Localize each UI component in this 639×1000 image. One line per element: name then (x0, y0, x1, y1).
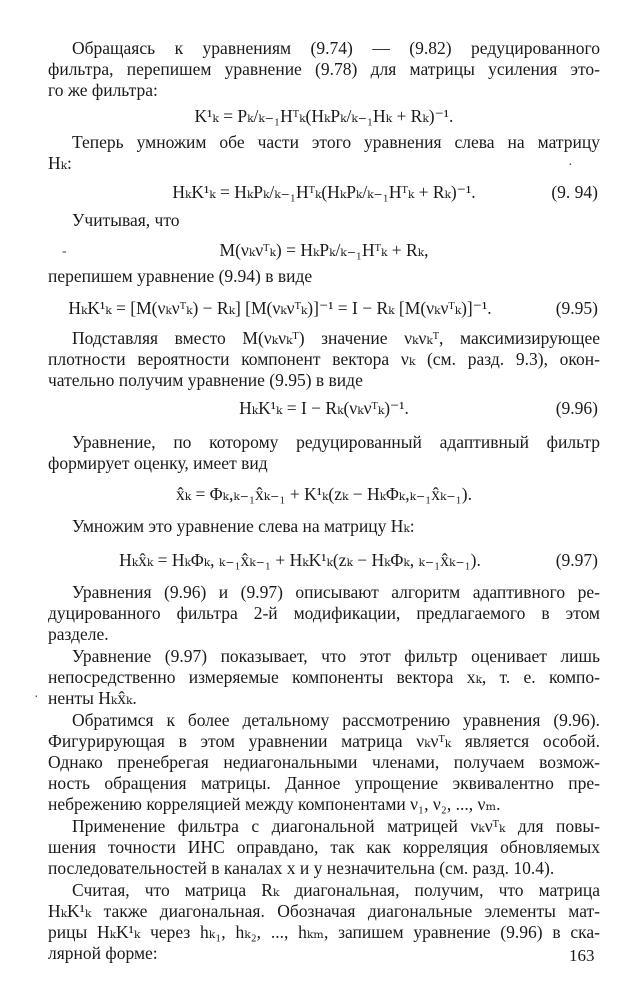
paragraph-1-line-1: Обращаясь к уравнениям (9.74) — (9.82) редуцированного (72, 38, 600, 58)
paragraph-12-line-4: лярной форме: (48, 943, 158, 963)
paragraph-9-line-3: ненты Hₖx̂ₖ. (48, 688, 137, 708)
equation-9-95: HₖK¹ₖ = [M(νₖνᵀₖ) − Rₖ] [M(νₖνᵀₖ)]⁻¹ = I − Rₖ [M(νₖνᵀₖ)]⁻¹. (68, 298, 492, 318)
equation-9-95-number: (9.95) (555, 298, 598, 318)
equation-expectation: M(νₖνᵀₖ) = HₖPₖ/ₖ₋₁Hᵀₖ + Rₖ, (219, 240, 429, 260)
paragraph-8-line-2: дуцированного фильтра 2-й модификации, предлагаемого в этом (48, 603, 600, 623)
paragraph-11-line-3: последовательностей в каналах x и y незначительна (см. разд. 10.4). (48, 858, 555, 878)
margin-mark: - (62, 244, 67, 259)
paragraph-11-line-2: шения точности ИНС оправдано, так как корреляция обновляемых (48, 837, 600, 857)
equation-estimate: x̂ₖ = Φₖ,ₖ₋₁x̂ₖ₋₁ + K¹ₖ(zₖ − HₖΦₖ,ₖ₋₁x̂ₖ₋₁). (176, 484, 472, 504)
paragraph-2-line-1: Теперь умножим обе части этого уравнения слева на матрицу (72, 132, 600, 152)
paragraph-8-line-1: Уравнения (9.96) и (9.97) описывают алгоритм адаптивного ре- (72, 582, 600, 602)
equation-gain-matrix: K¹ₖ = Pₖ/ₖ₋₁Hᵀₖ(HₖPₖ/ₖ₋₁Hₖ + Rₖ)⁻¹. (194, 106, 454, 126)
equation-9-96: HₖK¹ₖ = I − Rₖ(νₖνᵀₖ)⁻¹. (239, 398, 409, 418)
paragraph-11-line-1: Применение фильтра с диагональной матрицей νₖνᵀₖ для повы- (72, 816, 600, 836)
paragraph-10-line-4: ность обращения матрицы. Данное упрощение эквивалентно пре- (48, 773, 600, 793)
paragraph-10-line-3: Однако пренебрегая недиагональными членами, получаем возмож- (48, 752, 600, 772)
paragraph-1-line-2: фильтра, перепишем уравнение (9.78) для матрицы усиления это- (48, 59, 600, 79)
paragraph-12-line-3: рицы HₖK¹ₖ через hₖ₁, hₖ₂, ..., hₖₘ, запишем уравнение (9.96) в ска- (48, 922, 600, 942)
paragraph-9-line-2: непосредственно измеряемые компоненты вектора xₖ, т. е. компо- (48, 667, 600, 687)
equation-9-97-number: (9.97) (555, 550, 598, 570)
paragraph-7: Умножим это уравнение слева на матрицу Hₖ: (72, 516, 415, 536)
paragraph-12-line-2: HₖK¹ₖ также диагональная. Обозначая диагональные элементы мат- (48, 901, 600, 921)
equation-9-96-number: (9.96) (555, 398, 598, 418)
paragraph-9-line-1: Уравнение (9.97) показывает, что этот фильтр оценивает лишь (72, 646, 600, 666)
margin-mark: · (568, 158, 573, 173)
paragraph-10-line-1: Обратимся к более детальному рассмотрению уравнения (9.96). (72, 710, 600, 730)
equation-9-94-number: (9. 94) (551, 182, 598, 202)
paragraph-5-line-2: плотности вероятности компонент вектора νₖ (см. разд. 9.3), окон- (48, 349, 600, 369)
page-number: 163 (569, 946, 595, 965)
paragraph-10-line-5: небрежению корреляцией между компонентами ν₁, ν₂, ..., νₘ. (48, 794, 501, 814)
paragraph-6-line-1: Уравнение, по которому редуцированный адаптивный фильтр (72, 432, 600, 452)
margin-mark: · (34, 690, 39, 705)
equation-9-97: Hₖx̂ₖ = HₖΦₖ, ₖ₋₁x̂ₖ₋₁ + HₖK¹ₖ(zₖ − HₖΦₖ, ₖ₋₁x̂ₖ₋₁). (119, 550, 481, 570)
paragraph-4: перепишем уравнение (9.94) в виде (48, 266, 313, 286)
paragraph-3: Учитывая, что (72, 210, 180, 230)
paragraph-2-line-2: Hₖ: (48, 153, 72, 173)
paragraph-5-line-3: чательно получим уравнение (9.95) в виде (48, 370, 363, 390)
paragraph-1-line-3: го же фильтра: (48, 80, 158, 100)
equation-9-94: HₖK¹ₖ = HₖPₖ/ₖ₋₁Hᵀₖ(HₖPₖ/ₖ₋₁Hᵀₖ + Rₖ)⁻¹. (172, 182, 476, 202)
paragraph-12-line-1: Считая, что матрица Rₖ диагональная, получим, что матрица (72, 880, 600, 900)
paragraph-8-line-3: разделе. (48, 624, 109, 644)
paragraph-6-line-2: формирует оценку, имеет вид (48, 453, 268, 473)
paragraph-10-line-2: Фигурирующая в этом уравнении матрица νₖνᵀₖ является особой. (48, 731, 600, 751)
paragraph-5-line-1: Подставляя вместо M(νₖνₖᵀ) значение νₖνₖᵀ, максимизирующее (72, 328, 600, 348)
